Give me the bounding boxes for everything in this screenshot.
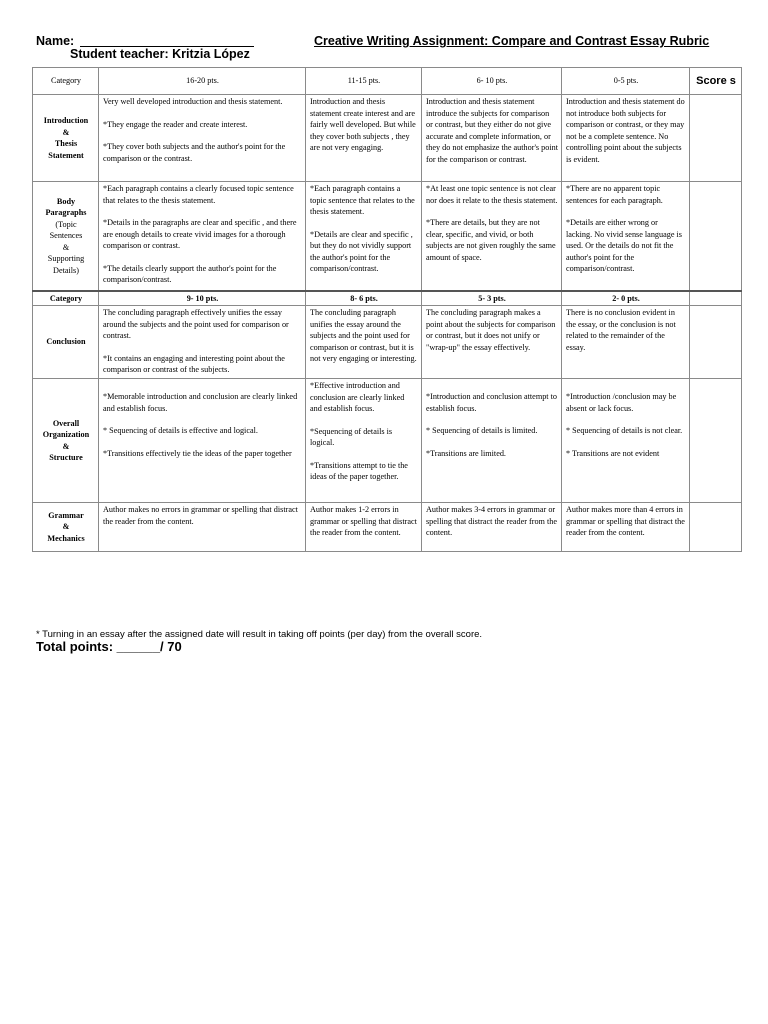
points-header-11-15: 11-15 pts. [306,68,422,95]
cat-text: Introduction [43,116,89,125]
points-header-0-5: 0-5 pts. [562,68,690,95]
cat-text: Paragraphs [45,208,87,217]
cat-text: Structure [49,453,83,462]
cat-text: Details) [53,265,79,275]
organization-cell-8-6 [306,379,422,503]
points-header-16-20: 16-20 pts. [99,68,306,95]
grammar-cell-8-6: Author makes 1-2 errors in grammar or spelling that distract the reader from the content. [306,503,422,552]
category-conclusion: Conclusion [33,306,99,379]
header-row-1 [33,68,742,95]
row-organization [33,379,742,503]
criterion-text: *Memorable introduction and conclusion are clearly linked and establish focus. [103,392,298,413]
score-cell-grammar[interactable] [690,503,742,552]
points-header-2-0: 2- 0 pts. [562,291,690,306]
header-row-2 [33,291,742,306]
intro-cell-6-10: Introduction and thesis statement introduce the subjects for comparison or contrast, but they either do not give accurate and complete information, or they do not emphasize the author's point for the comparison or contrast. [422,95,562,182]
intro-cell-16-20 [99,95,306,182]
category-header: Category [33,68,99,95]
row-grammar [33,503,742,552]
criterion-text: *They engage the reader and create interest. [103,119,248,129]
cat-text: & [62,441,70,451]
points-header-9-10: 9- 10 pts. [99,291,306,306]
body-cell-6-10 [422,182,562,291]
criterion-text: *Each paragraph contains a clearly focused topic sentence that relates to the thesis statement. [103,184,294,205]
cat-text: Statement [48,150,84,160]
criterion-text: *At least one topic sentence is not clear nor does it relate to the thesis statement. [426,184,558,205]
score-header-blank [690,291,742,306]
scores-header: Score s [690,68,742,95]
body-cell-0-5 [562,182,690,291]
criterion-text: *Transitions attempt to tie the ideas of the paper together. [310,460,408,481]
cat-text: Grammar [48,510,84,520]
criterion-text: *Introduction /conclusion may be absent or lack focus. [566,392,677,413]
cat-text: Sentences [49,231,83,240]
criterion-text: *There are no apparent topic sentences for each paragraph. [566,184,663,205]
criterion-text: *Details are either wrong or lacking. No vivid sense language is used. Or the details do not fit the author's point for the comparison/contrast. [566,218,682,273]
category-introduction [33,95,99,182]
conclusion-cell-9-10 [99,306,306,379]
cat-text: Overall [52,418,80,428]
organization-cell-2-0 [562,379,690,503]
criterion-text: * Transitions are not evident [566,448,660,458]
criterion-text: *The details clearly support the author's point for the comparison/contrast. [103,263,277,284]
cat-text: Body [56,196,76,206]
row-body-paragraphs [33,182,742,291]
grammar-cell-9-10: Author makes no errors in grammar or spelling that distract the reader from the content. [99,503,306,552]
criterion-text: *Effective introduction and conclusion are clearly linked and establish focus. [310,381,405,413]
late-submission-note: * Turning in an essay after the assigned date will result in taking off points (per day) from the overall score. [36,629,483,640]
grammar-cell-5-3: Author makes 3-4 errors in grammar or spelling that distract the reader from the content. [422,503,562,552]
intro-cell-11-15: Introduction and thesis statement create interest and are fairly well developed. But while they cover both subjects , they are not very engaging. [306,95,422,182]
criterion-text: *Transitions effectively tie the ideas of the paper together [103,448,292,458]
criterion-text: * Sequencing of details is limited. [426,426,538,435]
category-header-2: Category [33,291,99,306]
criterion-text: Very well developed introduction and thesis statement. [103,97,283,106]
cat-text: Supporting [47,254,85,263]
rubric-table [32,67,742,552]
score-cell-body-paragraphs[interactable] [690,182,742,291]
points-header-6-10: 6- 10 pts. [422,68,562,95]
category-organization [33,379,99,503]
criterion-text: *Transitions are limited. [426,448,506,458]
criterion-text: * Sequencing of details is effective and logical. [103,426,258,435]
points-header-8-6: 8- 6 pts. [306,291,422,306]
criterion-text: * Sequencing of details is not clear. [566,426,683,435]
points-header-5-3: 5- 3 pts. [422,291,562,306]
score-cell-conclusion[interactable] [690,306,742,379]
conclusion-cell-2-0: There is no conclusion evident in the essay, or the conclusion is not related to the remainder of the essay. [562,306,690,379]
score-cell-introduction[interactable] [690,95,742,182]
cat-text: (Topic [55,219,77,229]
organization-cell-9-10 [99,379,306,503]
criterion-text: *Introduction and conclusion attempt to establish focus. [426,392,557,413]
rubric-title: Creative Writing Assignment: Compare and Contrast Essay Rubric [314,34,710,48]
conclusion-cell-8-6: The concluding paragraph unifies the essay around the subjects and the point used for comparison or contrast, but it is not very engaging or interesting. [306,306,422,379]
cat-text: & [62,522,70,532]
category-body-paragraphs [33,182,99,291]
category-grammar [33,503,99,552]
name-label: Name: [36,34,75,48]
criterion-text: *Each paragraph contains a topic sentence that relates to the thesis statement. [310,184,415,216]
cat-text: & [62,242,70,252]
criterion-text: The concluding paragraph effectively unifies the essay around the subjects and the point used for comparison or contrast. [103,308,289,340]
criterion-text: *Sequencing of details is logical. [310,426,393,447]
body-cell-16-20 [99,182,306,291]
intro-cell-0-5: Introduction and thesis statement do not introduce both subjects for comparison or contrast, or they may not be a complete sentence. No controlling point about the subjects is evident. [562,95,690,182]
row-introduction [33,95,742,182]
cat-text: Thesis [54,139,78,148]
conclusion-cell-5-3: The concluding paragraph makes a point about the subjects for comparison or contrast, but it does not unify or "wrap-up" the essay effectively. [422,306,562,379]
cat-text: Organization [42,430,90,439]
score-cell-organization[interactable] [690,379,742,503]
criterion-text: *There are details, but they are not clear, specific, and vivid, or both subjects are not given roughly the same amount of space. [426,218,556,262]
total-points: Total points: ______/ 70 [36,639,182,654]
criterion-text: *It contains an engaging and interesting point about the comparison or contrast of the subjects. [103,353,285,374]
cat-text: Mechanics [47,533,85,543]
criterion-text: *Details in the paragraphs are clear and specific , and there are enough details to create vivid images for a thorough comparison or contrast. [103,218,297,250]
student-teacher-label: Student teacher: Kritzia López [70,47,250,61]
organization-cell-5-3 [422,379,562,503]
criterion-text: *They cover both subjects and the author's point for the comparison or the contrast. [103,142,286,163]
row-conclusion [33,306,742,379]
criterion-text: *Details are clear and specific , but they do not vividly support the author's point for the comparison/contrast. [310,229,413,273]
grammar-cell-2-0: Author makes more than 4 errors in grammar or spelling that distract the reader from the content. [562,503,690,552]
cat-text: & [62,127,70,137]
body-cell-11-15 [306,182,422,291]
